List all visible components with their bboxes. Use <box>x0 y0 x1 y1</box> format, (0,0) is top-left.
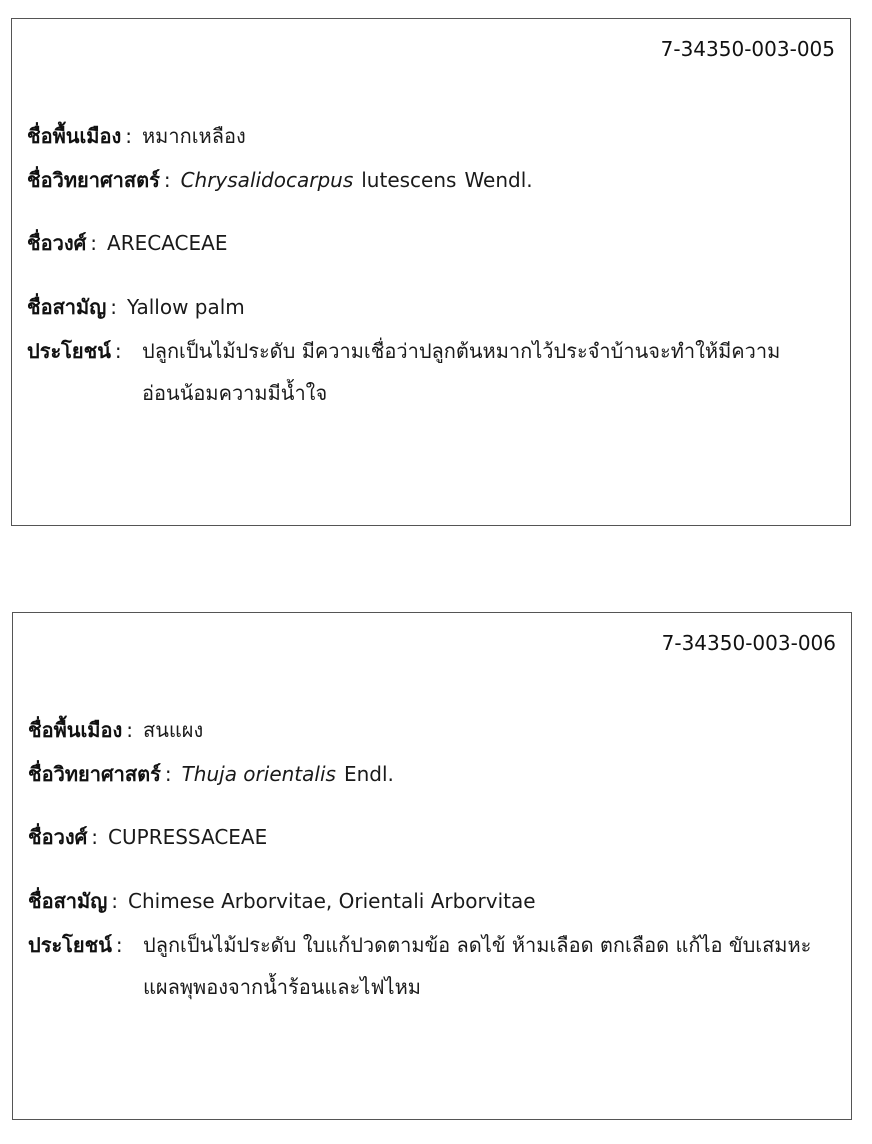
scientific-name-label: ชื่อวิทยาศาสตร์ <box>28 762 161 786</box>
scientific-genus: Chrysalidocarpus <box>180 168 354 192</box>
colon: : <box>126 718 133 742</box>
family-label: ชื่อวงศ์ <box>28 825 88 849</box>
scientific-name-row <box>27 159 830 201</box>
colon: : <box>115 933 123 957</box>
local-name-row <box>28 709 831 751</box>
uses-label: ประโยชน์ <box>28 933 112 957</box>
family-label: ชื่อวงศ์ <box>27 231 87 255</box>
uses-value: ปลูกเป็นไม้ประดับ มีความเชื่อว่าปลูกต้นหมากไว้ประจำบ้านจะทำให้มีความอ่อนน้อมความมีน้ำใจ <box>142 339 781 405</box>
colon: : <box>110 295 117 319</box>
colon: : <box>164 762 172 786</box>
colon: : <box>125 124 132 148</box>
specimen-code: 7-34350-003-005 <box>660 37 835 61</box>
colon: : <box>91 825 99 849</box>
uses-row <box>27 330 830 414</box>
uses-label-wrap <box>27 330 142 414</box>
scientific-name-label: ชื่อวิทยาศาสตร์ <box>27 168 160 192</box>
scientific-name-row <box>28 753 831 795</box>
scientific-name-value <box>181 168 541 192</box>
uses-label-wrap <box>28 924 143 1008</box>
colon: : <box>114 339 122 363</box>
local-name-label: ชื่อพื้นเมือง <box>27 124 122 148</box>
scientific-name-value <box>182 762 402 786</box>
specimen-code: 7-34350-003-006 <box>661 631 836 655</box>
scientific-author: Wendl. <box>464 168 533 192</box>
specimen-card-2 <box>12 612 852 1120</box>
scientific-species: lutescens <box>361 168 457 192</box>
common-name-value: Chimese Arborvitae, Orientali Arborvitae <box>128 889 536 913</box>
common-name-row <box>27 286 830 328</box>
family-row <box>27 222 830 264</box>
colon: : <box>90 231 98 255</box>
common-name-row <box>28 880 831 922</box>
local-name-row <box>27 115 830 157</box>
colon: : <box>111 889 118 913</box>
scientific-author: Endl. <box>343 762 394 786</box>
local-name-value: สนแผง <box>143 718 204 742</box>
colon: : <box>163 168 171 192</box>
family-row <box>28 816 831 858</box>
uses-row <box>28 924 831 1008</box>
common-name-label: ชื่อสามัญ <box>27 295 107 319</box>
common-name-label: ชื่อสามัญ <box>28 889 108 913</box>
specimen-card-1 <box>11 18 851 526</box>
common-name-value: Yallow palm <box>127 295 245 319</box>
local-name-label: ชื่อพื้นเมือง <box>28 718 123 742</box>
family-value: CUPRESSACEAE <box>108 825 268 849</box>
uses-label: ประโยชน์ <box>27 339 111 363</box>
family-value: ARECACEAE <box>107 231 228 255</box>
uses-value: ปลูกเป็นไม้ประดับ ใบแก้ปวดตามข้อ ลดไข้ ห้ามเลือด ตกเลือด แก้ไอ ขับเสมหะ แผลพุพองจากน้ำร้อนและไฟไหม <box>143 933 812 999</box>
local-name-value: หมากเหลือง <box>142 124 246 148</box>
scientific-genus: Thuja orientalis <box>181 762 336 786</box>
